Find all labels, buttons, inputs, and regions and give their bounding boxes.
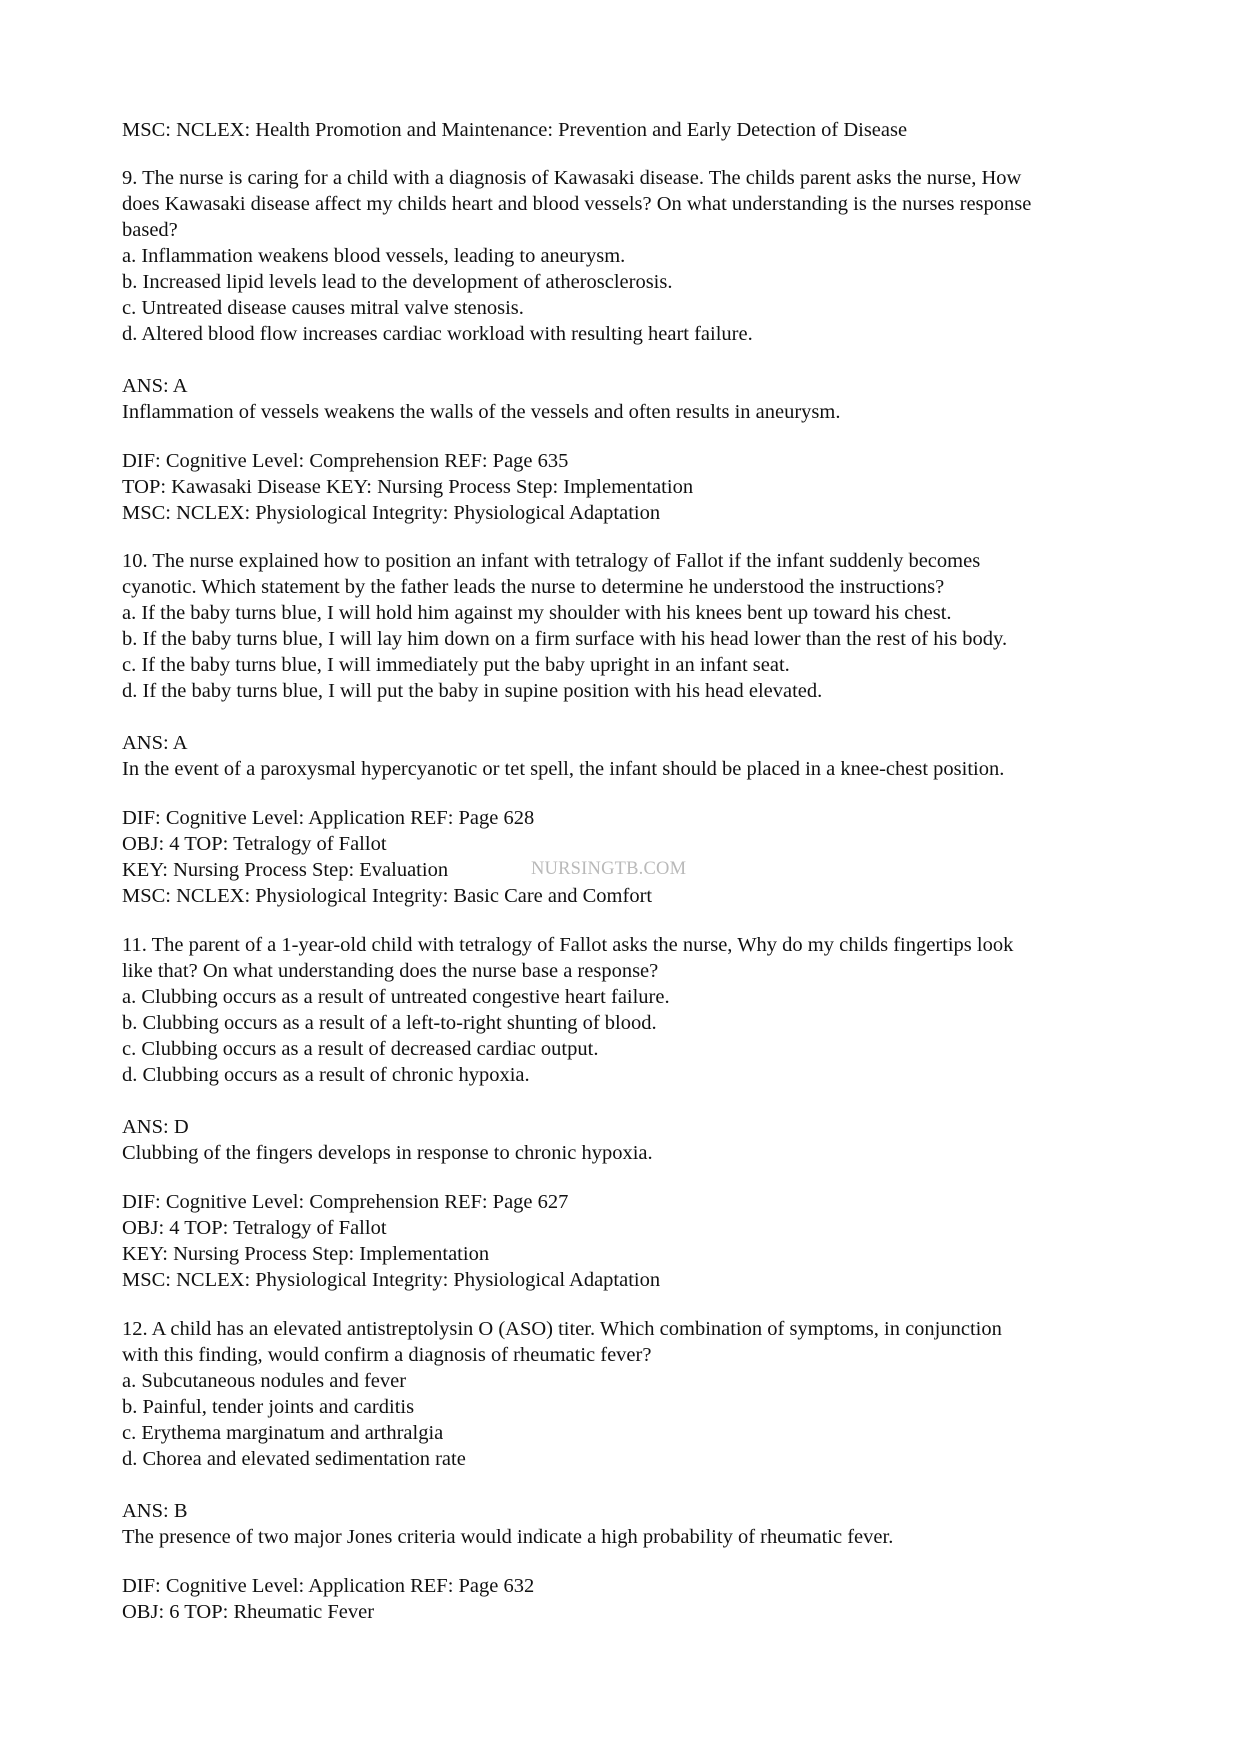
question-10-stem-line: cyanotic. Which statement by the father leads the nurse to determine he understood the instructions? — [122, 576, 945, 598]
question-10-meta-line: OBJ: 4 TOP: Tetralogy of Fallot — [122, 833, 387, 855]
question-12-meta-line: DIF: Cognitive Level: Application REF: Page 632 — [122, 1575, 535, 1597]
question-11-meta-line: OBJ: 4 TOP: Tetralogy of Fallot — [122, 1217, 387, 1239]
question-9-answer: ANS: A — [122, 375, 188, 397]
question-10-meta-line: KEY: Nursing Process Step: Evaluation — [122, 859, 449, 881]
question-12-rationale: The presence of two major Jones criteria would indicate a high probability of rheumatic fever. — [122, 1526, 894, 1548]
question-11-rationale: Clubbing of the fingers develops in response to chronic hypoxia. — [122, 1142, 653, 1164]
question-9-meta-line: DIF: Cognitive Level: Comprehension REF: Page 635 — [122, 450, 569, 472]
question-10-meta-line: MSC: NCLEX: Physiological Integrity: Basic Care and Comfort — [122, 885, 653, 907]
question-12-option-a: a. Subcutaneous nodules and fever — [122, 1370, 407, 1392]
question-11-option-d: d. Clubbing occurs as a result of chronic hypoxia. — [122, 1064, 530, 1086]
question-12-option-d: d. Chorea and elevated sedimentation rate — [122, 1448, 466, 1470]
question-9-option-b: b. Increased lipid levels lead to the development of atherosclerosis. — [122, 271, 673, 293]
question-11-stem-line: like that? On what understanding does the nurse base a response? — [122, 960, 659, 982]
msc-line: MSC: NCLEX: Health Promotion and Maintenance: Prevention and Early Detection of Disease — [122, 119, 908, 141]
question-9-stem-line: does Kawasaki disease affect my childs heart and blood vessels? On what understanding is the nurses response — [122, 193, 1032, 215]
question-10-option-d: d. If the baby turns blue, I will put the baby in supine position with his head elevated. — [122, 680, 823, 702]
question-12-option-c: c. Erythema marginatum and arthralgia — [122, 1422, 444, 1444]
question-9-meta-line: MSC: NCLEX: Physiological Integrity: Physiological Adaptation — [122, 502, 661, 524]
question-9-stem-line: based? — [122, 219, 178, 241]
question-11-meta-line: KEY: Nursing Process Step: Implementation — [122, 1243, 490, 1265]
question-10-stem-line: 10. The nurse explained how to position an infant with tetralogy of Fallot if the infant suddenly becomes — [122, 550, 981, 572]
question-12-stem-line: 12. A child has an elevated antistreptolysin O (ASO) titer. Which combination of symptoms, in conjunction — [122, 1318, 1002, 1340]
question-10-option-b: b. If the baby turns blue, I will lay him down on a firm surface with his head lower than the rest of his body. — [122, 628, 1008, 650]
question-11-option-a: a. Clubbing occurs as a result of untreated congestive heart failure. — [122, 986, 670, 1008]
question-12-answer: ANS: B — [122, 1500, 188, 1522]
question-12-meta-line: OBJ: 6 TOP: Rheumatic Fever — [122, 1601, 375, 1623]
question-11-meta-line: MSC: NCLEX: Physiological Integrity: Physiological Adaptation — [122, 1269, 661, 1291]
watermark: NURSINGTB.COM — [531, 859, 687, 879]
question-10-rationale: In the event of a paroxysmal hypercyanotic or tet spell, the infant should be placed in a knee-chest position. — [122, 758, 1005, 780]
question-10-option-c: c. If the baby turns blue, I will immediately put the baby upright in an infant seat. — [122, 654, 790, 676]
question-10-meta-line: DIF: Cognitive Level: Application REF: Page 628 — [122, 807, 535, 829]
question-10-option-a: a. If the baby turns blue, I will hold him against my shoulder with his knees bent up toward his chest. — [122, 602, 952, 624]
question-9-meta-line: TOP: Kawasaki Disease KEY: Nursing Process Step: Implementation — [122, 476, 694, 498]
question-9-rationale: Inflammation of vessels weakens the walls of the vessels and often results in aneurysm. — [122, 401, 841, 423]
question-12-option-b: b. Painful, tender joints and carditis — [122, 1396, 415, 1418]
question-9-stem-line: 9. The nurse is caring for a child with a diagnosis of Kawasaki disease. The childs parent asks the nurse, How — [122, 167, 1022, 189]
question-11-stem-line: 11. The parent of a 1-year-old child with tetralogy of Fallot asks the nurse, Why do my childs fingertips look — [122, 934, 1014, 956]
question-9-option-c: c. Untreated disease causes mitral valve stenosis. — [122, 297, 524, 319]
question-11-meta-line: DIF: Cognitive Level: Comprehension REF: Page 627 — [122, 1191, 569, 1213]
question-11-answer: ANS: D — [122, 1116, 189, 1138]
question-12-stem-line: with this finding, would confirm a diagnosis of rheumatic fever? — [122, 1344, 652, 1366]
question-9-option-d: d. Altered blood flow increases cardiac workload with resulting heart failure. — [122, 323, 753, 345]
question-11-option-c: c. Clubbing occurs as a result of decreased cardiac output. — [122, 1038, 599, 1060]
question-11-option-b: b. Clubbing occurs as a result of a left-to-right shunting of blood. — [122, 1012, 657, 1034]
question-9-option-a: a. Inflammation weakens blood vessels, leading to aneurysm. — [122, 245, 626, 267]
question-10-answer: ANS: A — [122, 732, 188, 754]
